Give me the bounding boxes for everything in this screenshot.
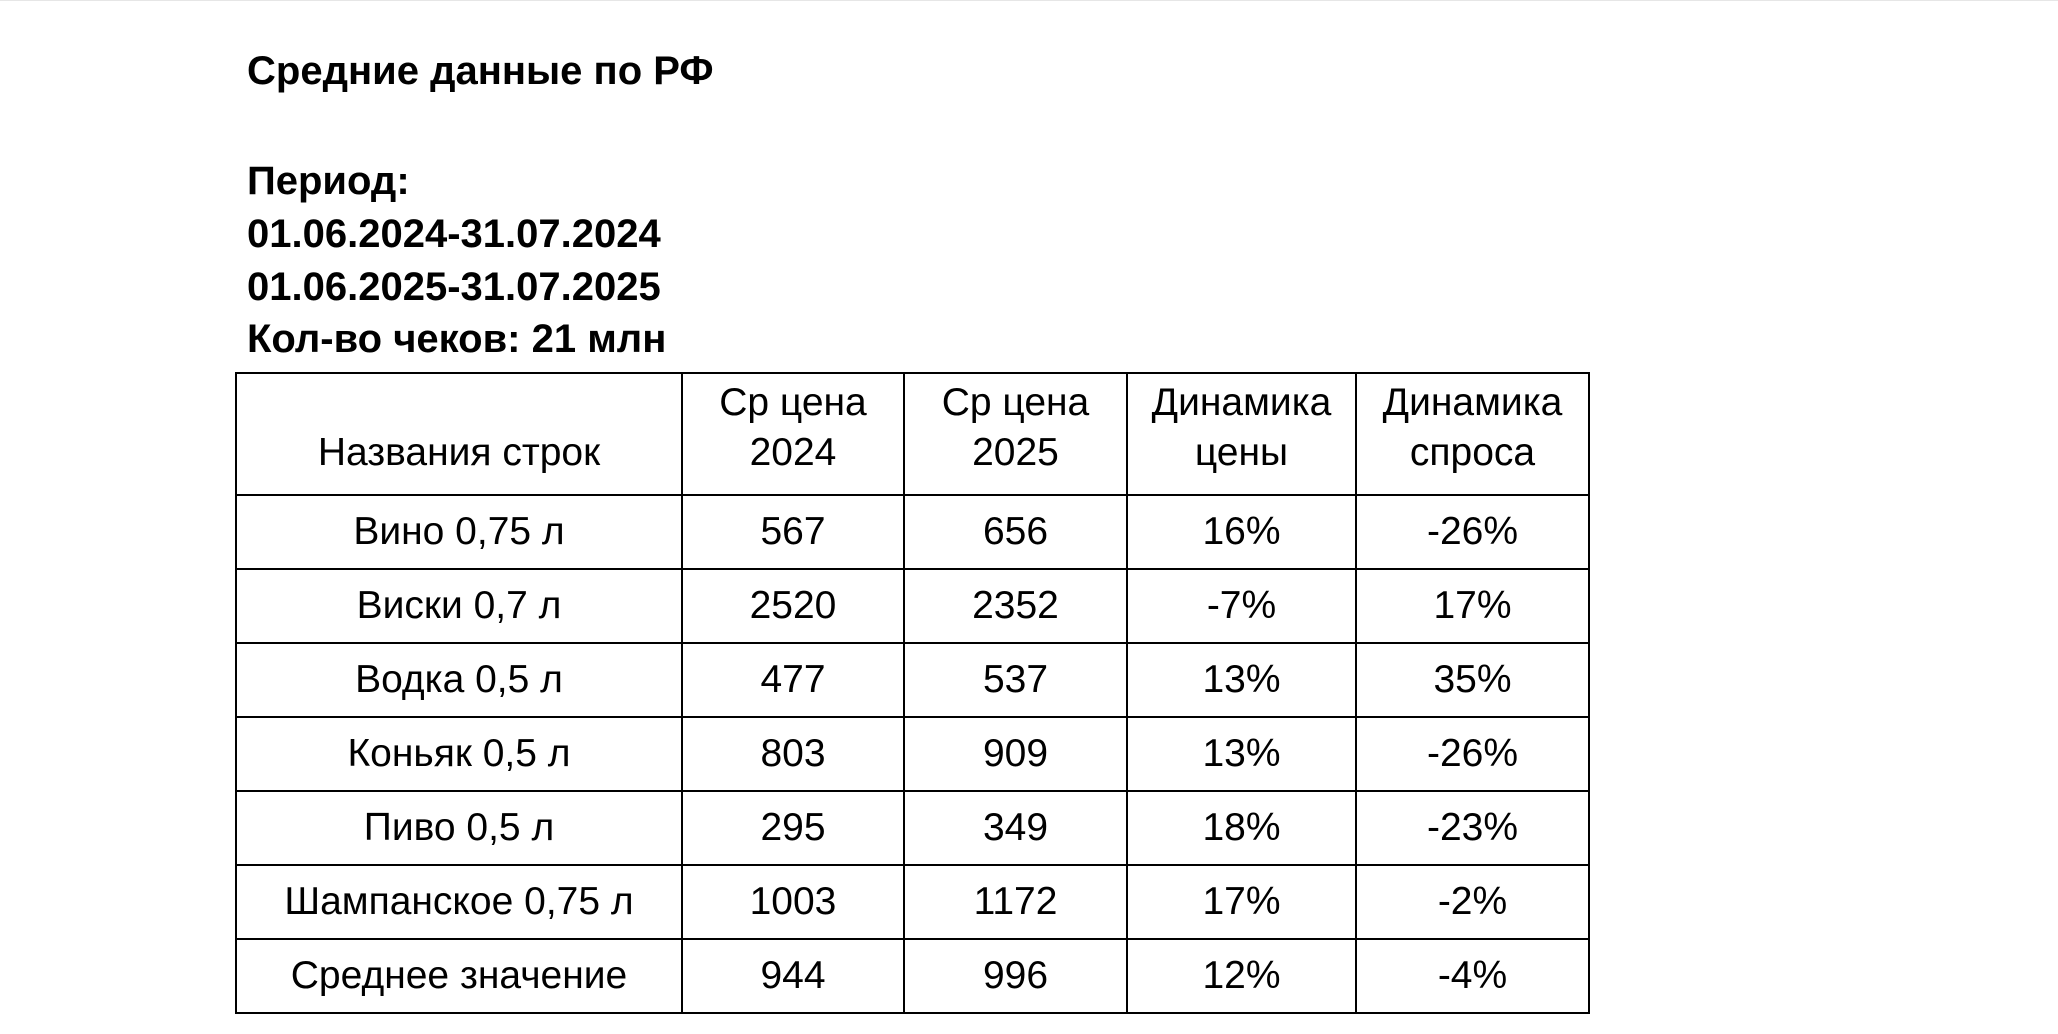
cell-price-2025: 996	[904, 939, 1127, 1013]
price-dynamics-table	[235, 372, 1590, 1014]
cell-price-dynamics: 13%	[1127, 717, 1356, 791]
cell-demand-dynamics: -23%	[1356, 791, 1589, 865]
checks-count: Кол-во чеков: 21 млн	[247, 317, 667, 361]
table-row	[236, 643, 1589, 717]
cell-price-2025: 349	[904, 791, 1127, 865]
header-demand-dynamics-line2: спроса	[1409, 431, 1536, 474]
header-price-2025-line1: Ср цена	[941, 381, 1090, 424]
header-price-2024	[682, 373, 904, 495]
table-row-average	[236, 939, 1589, 1013]
cell-product-name: Среднее значение	[236, 939, 682, 1013]
document-title: Средние данные по РФ	[247, 49, 714, 93]
cell-product-name: Шампанское 0,75 л	[236, 865, 682, 939]
period-range-2025: 01.06.2025-31.07.2025	[247, 265, 661, 309]
cell-price-2025: 656	[904, 495, 1127, 569]
period-label: Период:	[247, 159, 410, 203]
cell-demand-dynamics: -26%	[1356, 717, 1589, 791]
header-row-names-label: Названия строк	[317, 431, 601, 474]
cell-demand-dynamics: 35%	[1356, 643, 1589, 717]
cell-price-dynamics: 18%	[1127, 791, 1356, 865]
cell-price-2024: 567	[682, 495, 904, 569]
cell-product-name: Вино 0,75 л	[236, 495, 682, 569]
table-row	[236, 865, 1589, 939]
header-price-dynamics	[1127, 373, 1356, 495]
cell-demand-dynamics: -26%	[1356, 495, 1589, 569]
table-row	[236, 717, 1589, 791]
cell-price-2024: 1003	[682, 865, 904, 939]
cell-product-name: Коньяк 0,5 л	[236, 717, 682, 791]
header-price-2025-line2: 2025	[972, 431, 1059, 474]
header-price-dynamics-line2: цены	[1194, 431, 1289, 474]
header-price-2025	[904, 373, 1127, 495]
cell-price-2025: 909	[904, 717, 1127, 791]
table-row	[236, 791, 1589, 865]
header-demand-dynamics	[1356, 373, 1589, 495]
cell-price-2024: 803	[682, 717, 904, 791]
period-range-2024: 01.06.2024-31.07.2024	[247, 212, 661, 256]
cell-price-dynamics: 13%	[1127, 643, 1356, 717]
cell-price-dynamics: 16%	[1127, 495, 1356, 569]
cell-price-2025: 537	[904, 643, 1127, 717]
cell-demand-dynamics: -4%	[1356, 939, 1589, 1013]
cell-price-2024: 2520	[682, 569, 904, 643]
table-row	[236, 569, 1589, 643]
header-price-2024-line2: 2024	[749, 431, 837, 474]
cell-price-dynamics: 12%	[1127, 939, 1356, 1013]
header-demand-dynamics-line1: Динамика	[1382, 381, 1563, 424]
cell-product-name: Водка 0,5 л	[236, 643, 682, 717]
cell-price-2024: 295	[682, 791, 904, 865]
header-price-dynamics-line1: Динамика	[1151, 381, 1332, 424]
cell-demand-dynamics: -2%	[1356, 865, 1589, 939]
top-divider	[0, 0, 2058, 1]
cell-price-2025: 2352	[904, 569, 1127, 643]
cell-product-name: Пиво 0,5 л	[236, 791, 682, 865]
cell-price-2024: 944	[682, 939, 904, 1013]
cell-demand-dynamics: 17%	[1356, 569, 1589, 643]
cell-price-dynamics: -7%	[1127, 569, 1356, 643]
table-row	[236, 495, 1589, 569]
header-price-2024-line1: Ср цена	[719, 381, 867, 424]
header-row-names	[236, 373, 682, 495]
cell-price-2024: 477	[682, 643, 904, 717]
cell-price-dynamics: 17%	[1127, 865, 1356, 939]
cell-price-2025: 1172	[904, 865, 1127, 939]
table-header-row	[236, 373, 1589, 495]
cell-product-name: Виски 0,7 л	[236, 569, 682, 643]
